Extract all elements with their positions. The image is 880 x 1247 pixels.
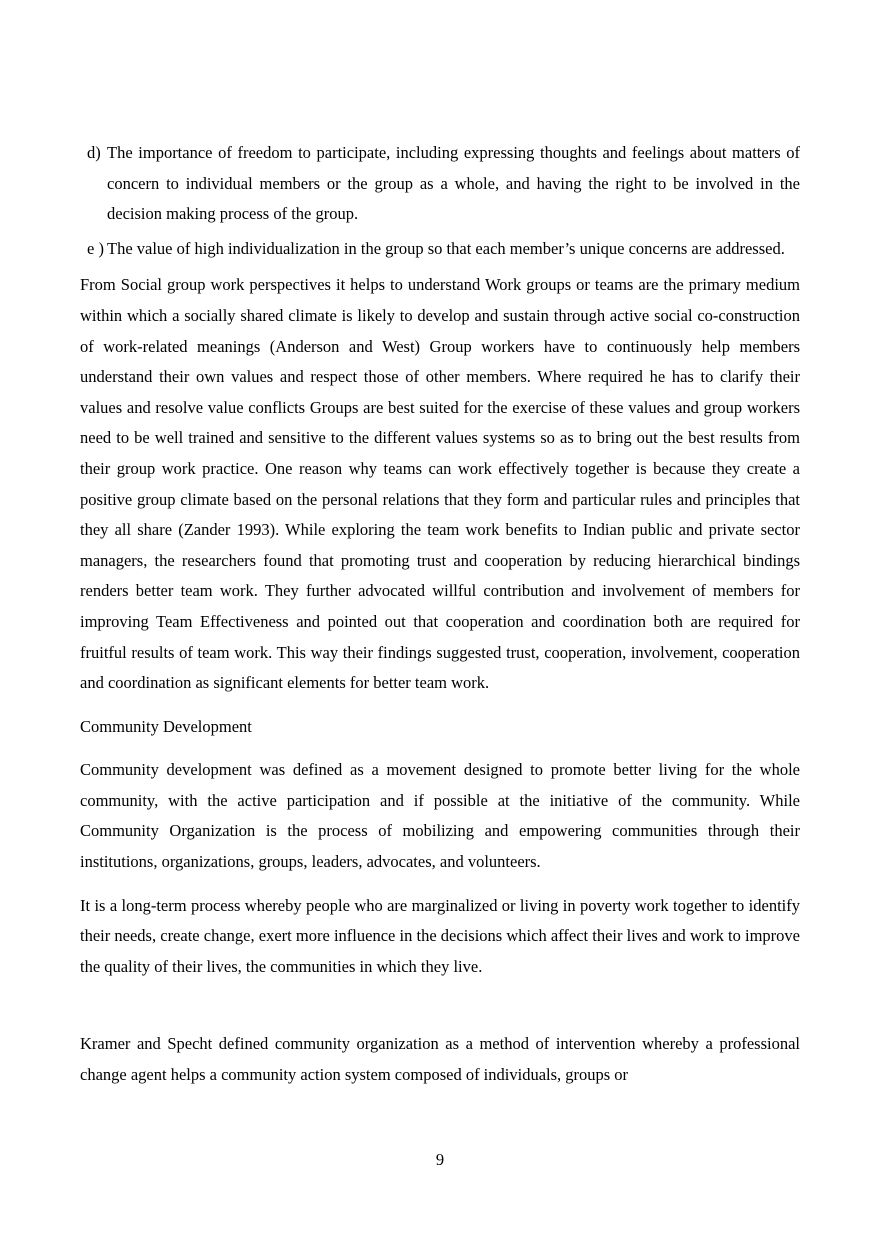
paragraph-long-term-process: It is a long-term process whereby people who are marginalized or living in poverty work together to identify their needs, create change, exert more influence in the decisions which affect their lives and work to improve the quality of their lives, the communities in which they live. <box>80 895 800 976</box>
list-item-d <box>80 138 800 230</box>
page-number: 9 <box>435 1150 445 1169</box>
list-marker-e: e ) <box>87 238 104 258</box>
paragraph-social-group-work: From Social group work perspectives it helps to understand Work groups or teams are the primary medium within which a socially shared climate is likely to develop and sustain through active social co-construction of work-related meanings (Anderson and West) Group workers have to continuously help members understand their own values and respect those of other members. Where required he has to clarify their values and resolve value conflicts Groups are best suited for the exercise of these values and group workers need to be well trained and sensitive to the different values systems so as to bring out the best results from their group work practice. One reason why teams can work effectively together is because they create a positive group climate based on the personal relations that they form and particular rules and principles that they all share (Zander 1993). While exploring the team work benefits to Indian public and private sector managers, the researchers found that promoting trust and cooperation by reducing hierarchical bindings renders better team work. They further advocated willful contribution and involvement of members for improving Team Effectiveness and pointed out that cooperation and coordination both are required for fruitful results of team work. This way their findings suggested trust, cooperation, involvement, cooperation and coordination as significant elements for better team work. <box>80 275 800 693</box>
list-item-e-text: The value of high individualization in the group so that each member’s unique concerns are addressed. <box>107 238 785 258</box>
document-page <box>80 138 800 1091</box>
list-item-e <box>80 234 800 265</box>
paragraph-kramer-specht: Kramer and Specht defined community organization as a method of intervention whereby a professional change agent helps a community action system composed of individuals, groups or <box>80 1034 800 1085</box>
list-marker-d: d) <box>87 143 101 162</box>
paragraph-community-definition: Community development was defined as a movement designed to promote better living for the whole community, with the active participation and if possible at the initiative of the community. While Community Organization is the process of mobilizing and empowering communities through their institutions, organizations, groups, leaders, advocates, and volunteers. <box>80 760 800 872</box>
section-heading: Community Development <box>80 716 252 736</box>
list-item-d-text: The importance of freedom to participate, including expressing thoughts and feelings about matters of concern to individual members or the group as a whole, and having the right to be involved in the decision making process of the group. <box>107 143 800 224</box>
